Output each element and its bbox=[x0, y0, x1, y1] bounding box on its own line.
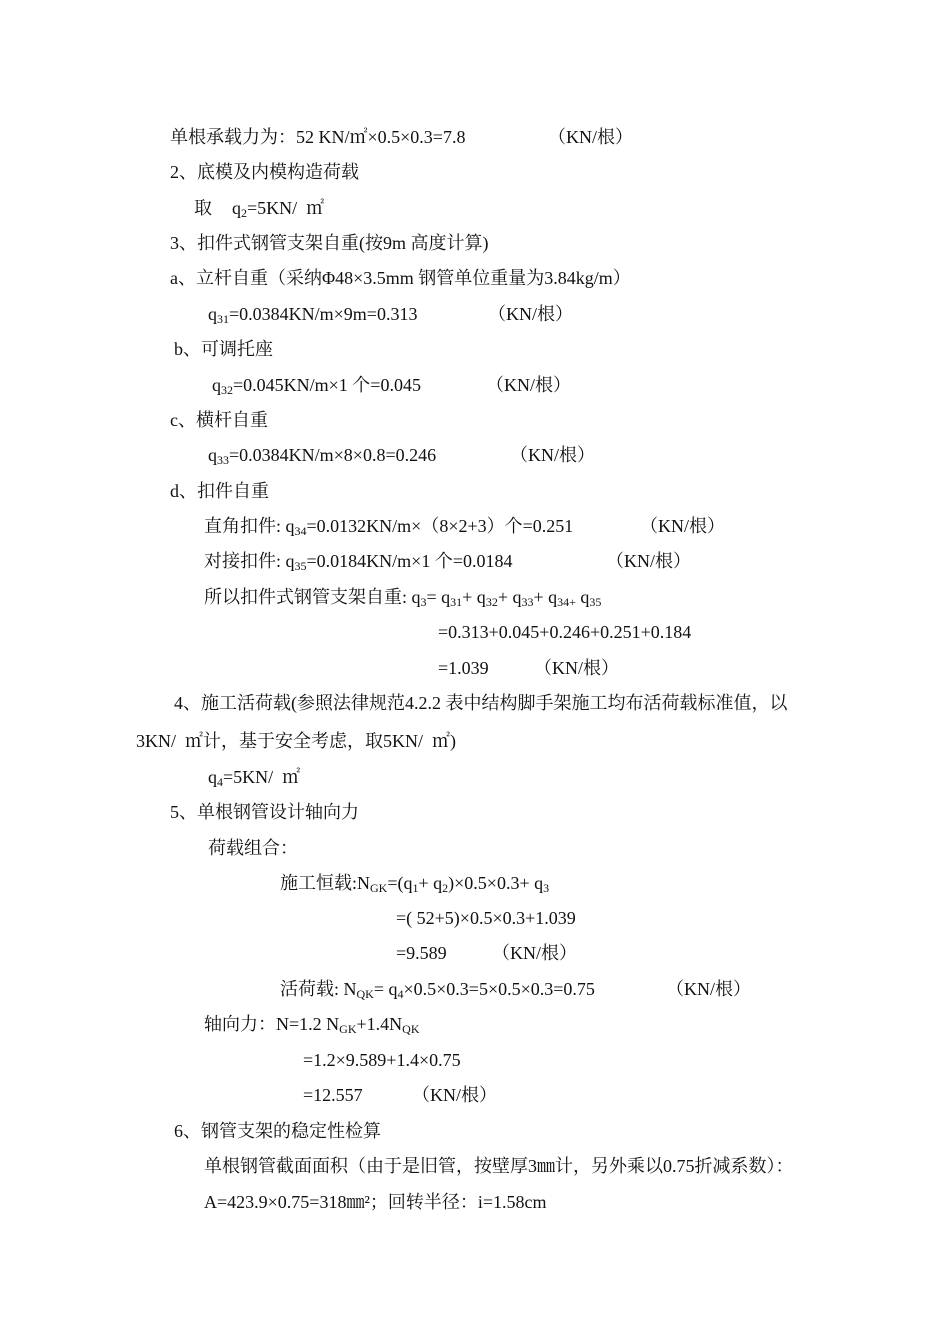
text-run: + q bbox=[418, 873, 443, 893]
subscript: 4 bbox=[217, 775, 223, 789]
section-heading bbox=[170, 801, 359, 823]
formula bbox=[280, 872, 549, 894]
text-run: =9.589 bbox=[396, 943, 447, 963]
text-run: )×0.5×0.3+ q bbox=[448, 873, 544, 893]
text-run: + q bbox=[497, 587, 522, 607]
text-run: 6、钢管支架的稳定性检算 bbox=[174, 1121, 381, 1141]
text-run: 施工恒载:N bbox=[280, 873, 370, 893]
formula bbox=[396, 907, 576, 929]
unit-label bbox=[492, 942, 577, 964]
text-run: q bbox=[212, 375, 221, 395]
text-run: 4、施工活荷载(参照法律规范4.2.2 表中结构脚手架施工均布活荷载标准值，以 bbox=[174, 693, 788, 713]
text-run: （KN/根） bbox=[412, 1085, 497, 1105]
subscript: 31 bbox=[450, 595, 463, 609]
formula bbox=[212, 374, 421, 396]
formula bbox=[438, 657, 489, 679]
unit-label bbox=[548, 126, 633, 148]
text-run: =1.2×9.589+1.4×0.75 bbox=[303, 1050, 461, 1070]
subscript: 3 bbox=[543, 881, 550, 895]
formula bbox=[204, 586, 601, 608]
text-run: 所以扣件式钢管支架自重: q bbox=[204, 587, 421, 607]
section-heading bbox=[174, 1120, 381, 1142]
section-heading bbox=[170, 161, 359, 183]
text-run: =0.0132KN/m×（8×2+3）个=0.251 bbox=[306, 516, 574, 536]
subscript: 4 bbox=[397, 987, 404, 1001]
subsection-heading bbox=[170, 267, 631, 289]
text-run: a、立杆自重（采纳Φ48×3.5mm 钢管单位重量为3.84kg/m） bbox=[170, 268, 631, 288]
subscript: 2 bbox=[241, 206, 247, 220]
formula bbox=[303, 1049, 461, 1071]
unit-label bbox=[606, 550, 691, 572]
subscript: GK bbox=[370, 881, 388, 895]
formula bbox=[204, 515, 573, 537]
subscript: QK bbox=[402, 1022, 420, 1036]
unit-label bbox=[666, 978, 751, 1000]
subscript: 32 bbox=[485, 595, 498, 609]
formula bbox=[280, 978, 595, 1000]
subsection-heading bbox=[170, 409, 268, 431]
section-heading bbox=[174, 692, 788, 714]
text-run: 荷载组合： bbox=[208, 838, 298, 858]
formula bbox=[208, 444, 436, 466]
section-heading bbox=[170, 232, 489, 254]
text-run: （KN/根） bbox=[640, 516, 725, 536]
text-run: 轴向力：N=1.2 N bbox=[204, 1014, 340, 1034]
formula bbox=[204, 1013, 420, 1035]
text-run: （KN/根） bbox=[548, 127, 633, 147]
text-run: =( 52+5)×0.5×0.3+1.039 bbox=[396, 908, 576, 928]
text-run: =12.557 bbox=[303, 1085, 363, 1105]
text-run: =0.0384KN/m×8×0.8=0.246 bbox=[229, 445, 437, 465]
subscript: 2 bbox=[442, 881, 449, 895]
subscript: 1 bbox=[412, 881, 419, 895]
unit-label bbox=[510, 444, 595, 466]
formula bbox=[208, 766, 300, 788]
subscript: 3 bbox=[420, 595, 427, 609]
text-run: =5KN/ ㎡ bbox=[223, 767, 301, 787]
text-line bbox=[170, 126, 465, 148]
subscript: 35 bbox=[589, 595, 602, 609]
formula bbox=[208, 303, 417, 325]
text-run: 2、底模及内模构造荷载 bbox=[170, 162, 359, 182]
subscript: 33 bbox=[217, 453, 229, 467]
unit-label bbox=[534, 657, 619, 679]
text-run: d、扣件自重 bbox=[170, 481, 269, 501]
unit-label bbox=[486, 374, 571, 396]
text-run: b、可调托座 bbox=[174, 339, 273, 359]
formula bbox=[303, 1084, 363, 1106]
text-run: q bbox=[208, 445, 217, 465]
text-run: （KN/根） bbox=[492, 943, 577, 963]
text-run: ×0.5×0.3=5×0.5×0.3=0.75 bbox=[403, 979, 595, 999]
unit-label bbox=[640, 515, 725, 537]
subsection-heading bbox=[174, 338, 273, 360]
formula bbox=[438, 621, 691, 643]
text-run: + q bbox=[462, 587, 486, 607]
subscript: 31 bbox=[217, 312, 229, 326]
text-run: 单根承载力为：52 KN/㎡×0.5×0.3=7.8 bbox=[170, 127, 466, 147]
text-run: （KN/根） bbox=[666, 979, 751, 999]
text-run: + q bbox=[533, 587, 558, 607]
text-run: （KN/根） bbox=[606, 551, 691, 571]
subscript: 32 bbox=[221, 383, 233, 397]
text-run: （KN/根） bbox=[488, 304, 573, 324]
text-run: =0.313+0.045+0.246+0.251+0.184 bbox=[438, 622, 692, 642]
formula bbox=[204, 550, 512, 572]
text-run: 直角扣件: q bbox=[204, 516, 295, 536]
subscript: QK bbox=[356, 987, 374, 1001]
text-run: +1.4N bbox=[356, 1014, 403, 1034]
formula bbox=[232, 197, 324, 219]
subscript: 34 bbox=[294, 524, 307, 538]
text-run: 活荷载: N bbox=[280, 979, 357, 999]
text-run: （KN/根） bbox=[510, 445, 595, 465]
text-run: q bbox=[208, 767, 217, 787]
text-run: 取 bbox=[194, 198, 212, 218]
text-run: （KN/根） bbox=[534, 658, 619, 678]
formula bbox=[396, 942, 447, 964]
text-line bbox=[208, 837, 298, 859]
text-run: （KN/根） bbox=[486, 375, 571, 395]
text-run: =0.0384KN/m×9m=0.313 bbox=[229, 304, 418, 324]
unit-label bbox=[488, 303, 573, 325]
text-line bbox=[136, 730, 456, 752]
text-run: q bbox=[575, 587, 590, 607]
subsection-heading bbox=[170, 480, 269, 502]
text-run: 3、扣件式钢管支架自重(按9m 高度计算) bbox=[170, 233, 489, 253]
text-line bbox=[204, 1155, 794, 1177]
text-run: =(q bbox=[387, 873, 413, 893]
text-run: =0.0184KN/m×1 个=0.0184 bbox=[306, 551, 513, 571]
text-run: 5、单根钢管设计轴向力 bbox=[170, 802, 359, 822]
text-run: = q bbox=[373, 979, 398, 999]
text-run: 对接扣件: q bbox=[204, 551, 295, 571]
text-run: q bbox=[208, 304, 217, 324]
text-run: A=423.9×0.75=318㎜²；回转半径：i=1.58cm bbox=[204, 1192, 547, 1212]
text-run: c、横杆自重 bbox=[170, 410, 268, 430]
text-run: q bbox=[232, 198, 241, 218]
text-run: =1.039 bbox=[438, 658, 489, 678]
text-run: =0.045KN/m×1 个=0.045 bbox=[233, 375, 421, 395]
text-run: 3KN/ ㎡计，基于安全考虑，取5KN/ ㎡) bbox=[136, 731, 456, 751]
formula bbox=[204, 1191, 547, 1213]
text-run: = q bbox=[426, 587, 451, 607]
subscript: 35 bbox=[294, 559, 307, 573]
subscript: 33 bbox=[521, 595, 534, 609]
subscript: GK bbox=[339, 1022, 357, 1036]
text-line bbox=[194, 197, 212, 219]
subscript: 34+ bbox=[557, 595, 576, 609]
text-run: =5KN/ ㎡ bbox=[247, 198, 325, 218]
unit-label bbox=[412, 1084, 497, 1106]
text-run: 单根钢管截面面积（由于是旧管，按壁厚3㎜计，另外乘以0.75折减系数）： bbox=[204, 1156, 794, 1176]
